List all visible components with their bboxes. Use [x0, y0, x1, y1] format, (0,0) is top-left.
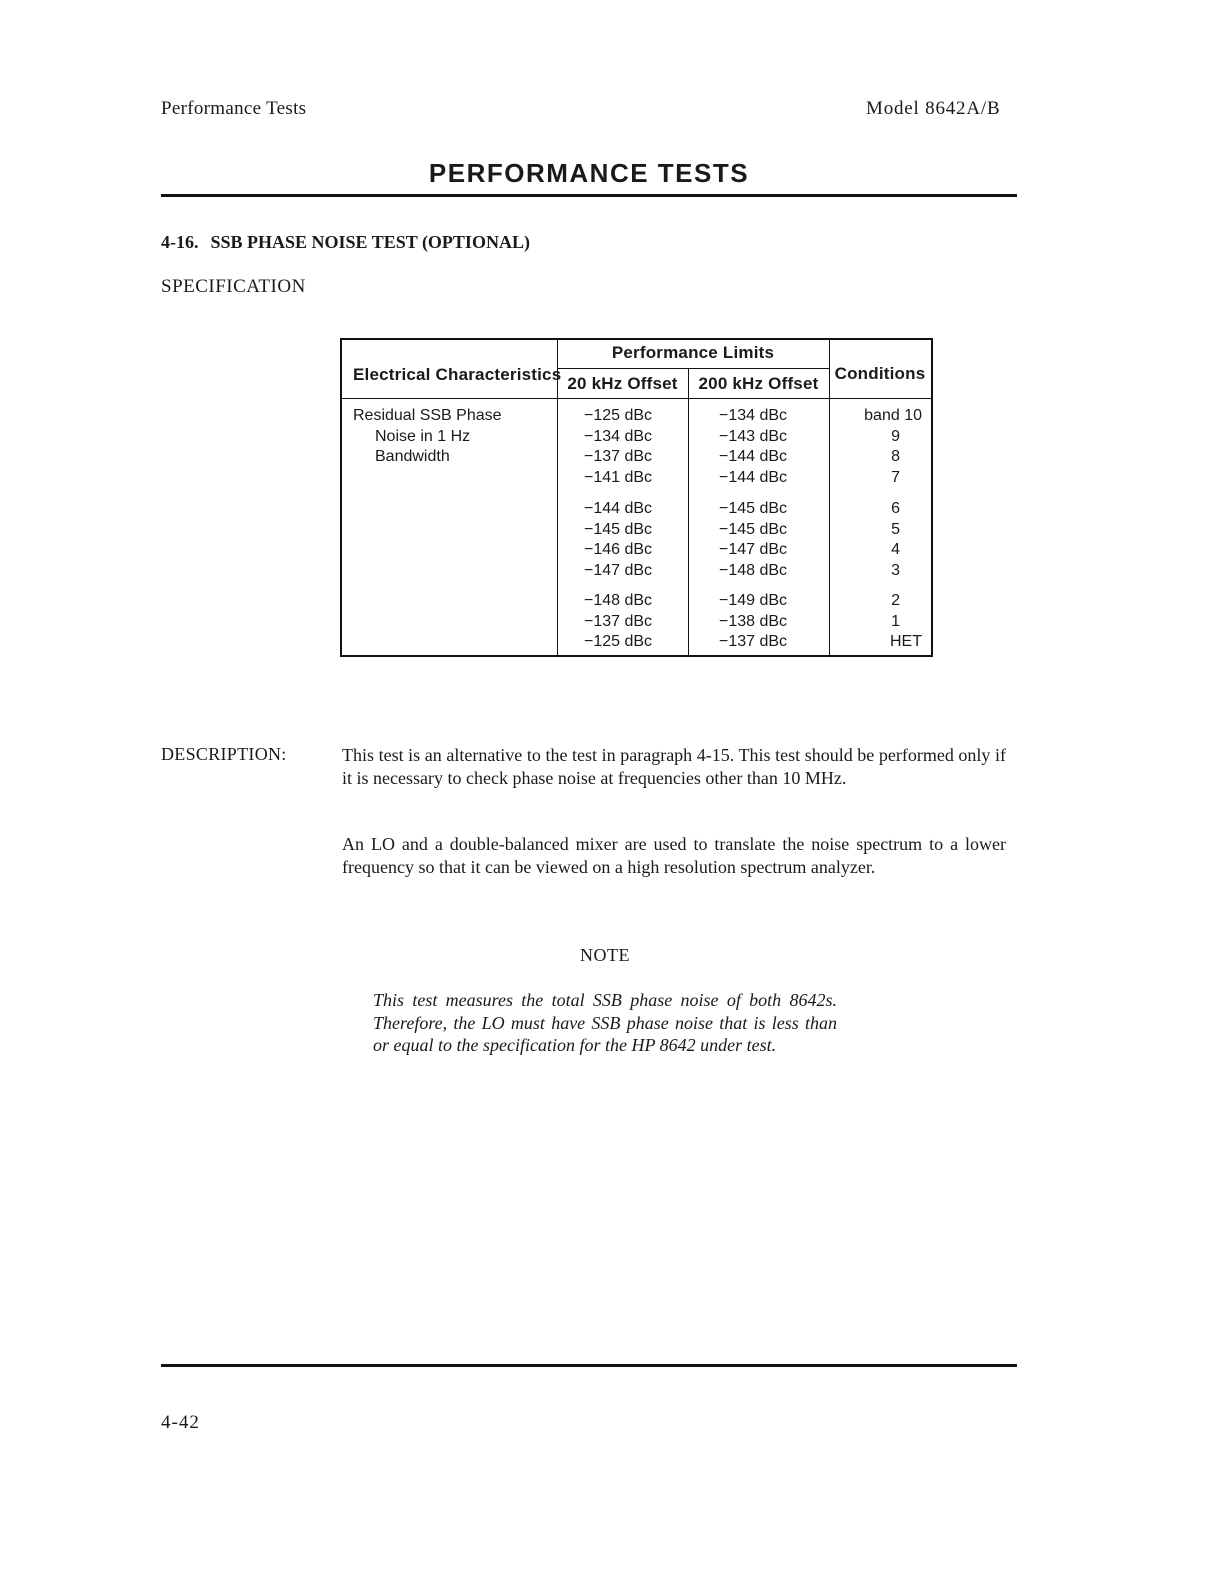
table-cell: 7 [891, 468, 900, 486]
page-number: 4-42 [161, 1412, 200, 1433]
table-divider [342, 398, 931, 399]
table-cell: 4 [891, 541, 900, 558]
header-conditions: Conditions [834, 364, 926, 383]
table-divider [688, 368, 689, 655]
table-cell: 9 [891, 427, 900, 445]
title-rule [161, 194, 1017, 197]
running-header-model: Model 8642A/B [866, 98, 1001, 119]
table-cell: −134 dBc [719, 407, 788, 424]
conditions-group-1 [829, 406, 922, 488]
table-cell: −143 dBc [719, 427, 788, 445]
characteristic-line: Residual SSB Phase [353, 407, 502, 424]
header-20khz-offset: 20 kHz Offset [567, 374, 678, 393]
table-cell: −149 dBc [719, 592, 788, 609]
note-heading: NOTE [580, 945, 630, 965]
offset20-group-3 [584, 591, 652, 653]
offset200-group-1 [719, 406, 787, 488]
offset200-group-3 [719, 591, 787, 653]
specification-table [340, 338, 933, 657]
note-text: This test measures the total SSB phase noise of both 8642s. Therefore, the LO must have SSB phase noise that is less than or equal to the specification for the HP 8642 under test. [373, 990, 837, 1055]
table-cell: 5 [891, 520, 900, 538]
table-cell: −147 dBc [719, 541, 788, 558]
header-performance-limits: Performance Limits [611, 343, 775, 362]
section-number: 4-16. [161, 232, 199, 252]
table-cell: 2 [891, 592, 900, 609]
table-cell: −144 dBc [719, 448, 788, 465]
table-cell: −147 dBc [584, 561, 653, 579]
header-electrical-characteristics: Electrical Characteristics [353, 365, 562, 384]
running-header-section: Performance Tests [161, 98, 307, 119]
table-cell: −144 dBc [584, 500, 653, 517]
offset20-group-2 [584, 499, 652, 581]
table-cell: −145 dBc [584, 520, 653, 538]
offset20-group-1 [584, 406, 652, 488]
description-label: DESCRIPTION: [161, 744, 287, 764]
offset200-group-2 [719, 499, 787, 581]
section-title: SSB PHASE NOISE TEST (OPTIONAL) [210, 232, 530, 252]
table-cell: −148 dBc [584, 592, 653, 609]
table-cell: band 10 [864, 407, 922, 424]
footer-rule [161, 1364, 1017, 1367]
table-cell: 6 [891, 500, 900, 517]
table-cell: −145 dBc [719, 500, 788, 517]
table-cell: −137 dBc [584, 448, 653, 465]
description-paragraph: An LO and a double-balanced mixer are used to translate the noise spectrum to a lower frequency so that it can be viewed on a high resolution spectrum analyzer. [342, 834, 1006, 877]
table-cell: −134 dBc [584, 427, 653, 445]
table-cell: −146 dBc [584, 541, 653, 558]
table-cell: −137 dBc [719, 633, 788, 650]
description-paragraph: This test is an alternative to the test in paragraph 4-15. This test should be performed only if it is necessary to check phase noise at frequencies other than 10 MHz. [342, 745, 1006, 788]
table-cell: −125 dBc [584, 407, 653, 424]
table-cell: −125 dBc [584, 633, 653, 650]
table-divider [557, 368, 829, 369]
table-cell: −141 dBc [584, 468, 653, 486]
table-cell: −145 dBc [719, 520, 788, 538]
characteristic-text [353, 406, 502, 468]
characteristic-line: Noise in 1 Hz [375, 427, 471, 445]
table-cell: −138 dBc [719, 612, 788, 630]
table-cell: 3 [891, 561, 900, 579]
table-cell: −144 dBc [719, 468, 788, 486]
table-cell: HET [890, 633, 922, 650]
conditions-group-3 [829, 591, 922, 653]
conditions-group-2 [829, 499, 900, 581]
section-heading [161, 232, 530, 253]
page-title: PERFORMANCE TESTS [428, 158, 750, 188]
characteristic-line: Bandwidth [375, 448, 450, 465]
table-cell: 8 [891, 448, 900, 465]
header-200khz-offset: 200 kHz Offset [698, 374, 819, 393]
table-cell: −137 dBc [584, 612, 653, 630]
table-cell: 1 [891, 612, 900, 630]
table-cell: −148 dBc [719, 561, 788, 579]
specification-label: SPECIFICATION [161, 276, 306, 297]
